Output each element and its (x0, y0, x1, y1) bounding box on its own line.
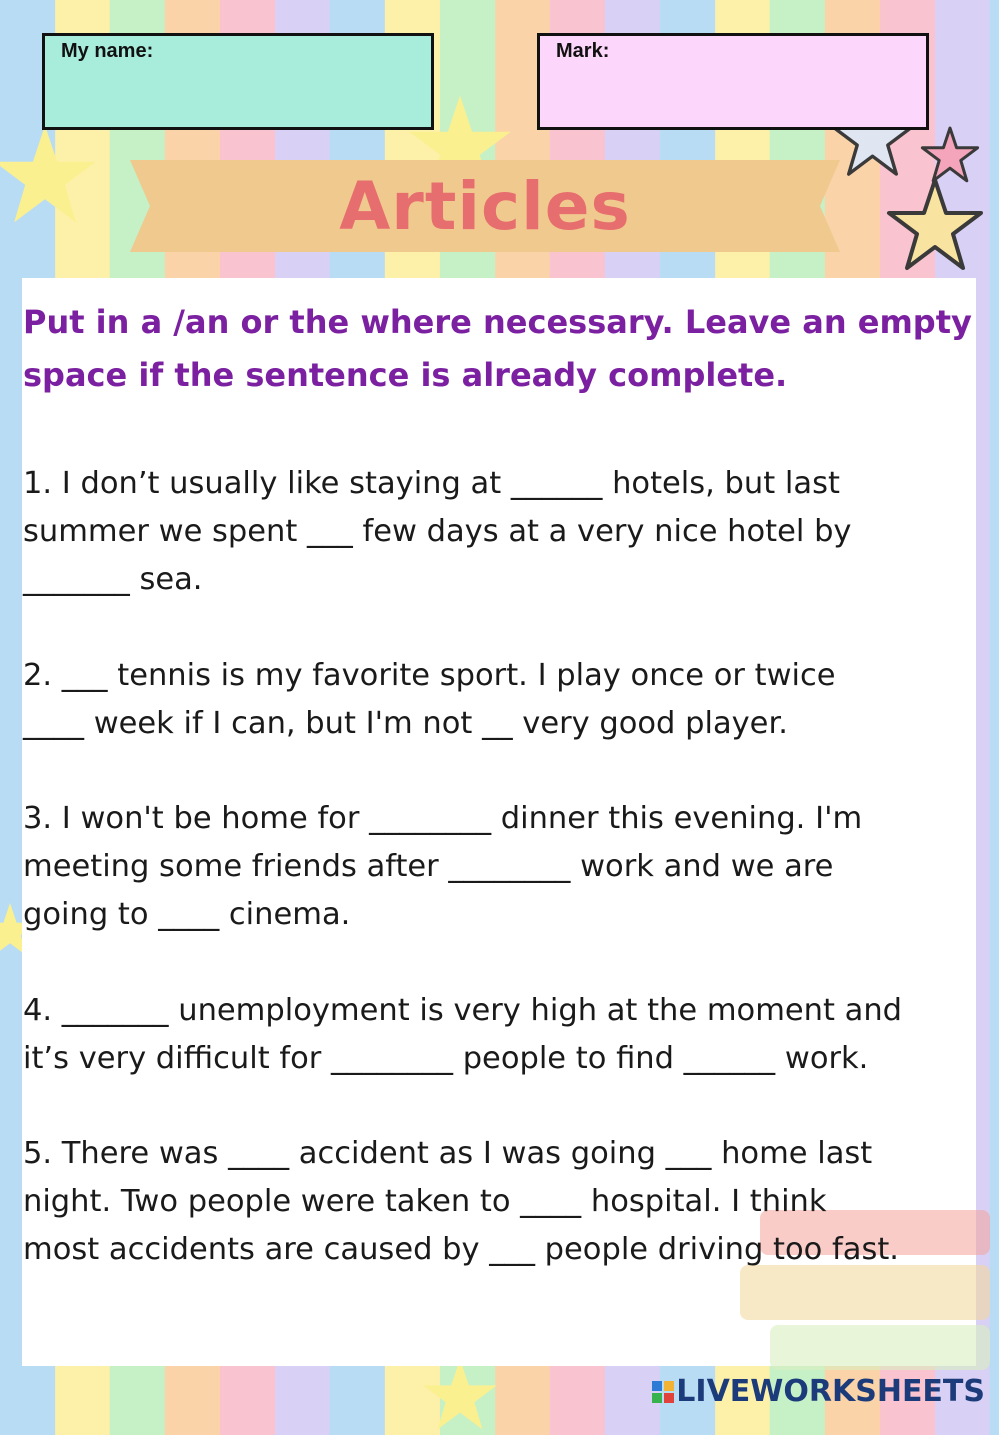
brand-text: LIVEWORKSHEETS (676, 1374, 985, 1409)
question-2: 2. ___ tennis is my favorite sport. I play once or twice ____ week if I can, but I'm not __ very good player. (23, 658, 836, 741)
name-field[interactable] (42, 33, 434, 130)
liveworksheets-logo-icon (652, 1381, 674, 1403)
name-label: My name: (61, 40, 154, 62)
question-4: 4. _______ unemployment is very high at the moment and it’s very difficult for ________ people to find ______ work. (23, 993, 903, 1076)
mark-label: Mark: (556, 40, 610, 62)
star-decoration-icon (400, 1355, 520, 1435)
question-5: 5. There was ____ accident as I was going ___ home last night. Two people were taken to ____ hospital. I think most accidents are caused by ___ people driving too fast. (23, 1136, 899, 1267)
page-title: Articles (339, 167, 631, 245)
instructions-text: Put in a /an or the where necessary. Leave an empty space if the sentence is already complete. (23, 303, 972, 394)
star-decoration-icon (0, 120, 100, 230)
liveworksheets-logo (652, 1374, 985, 1409)
question-3: 3. I won't be home for ________ dinner this evening. I'm meeting some friends after ________ work and we are going to ____ cinema. (23, 801, 863, 932)
mark-field[interactable] (537, 33, 929, 130)
star-decoration-icon (885, 175, 985, 275)
question-1: 1. I don’t usually like staying at ______ hotels, but last summer we spent ___ few days at a very nice hotel by _______ sea. (23, 466, 852, 597)
